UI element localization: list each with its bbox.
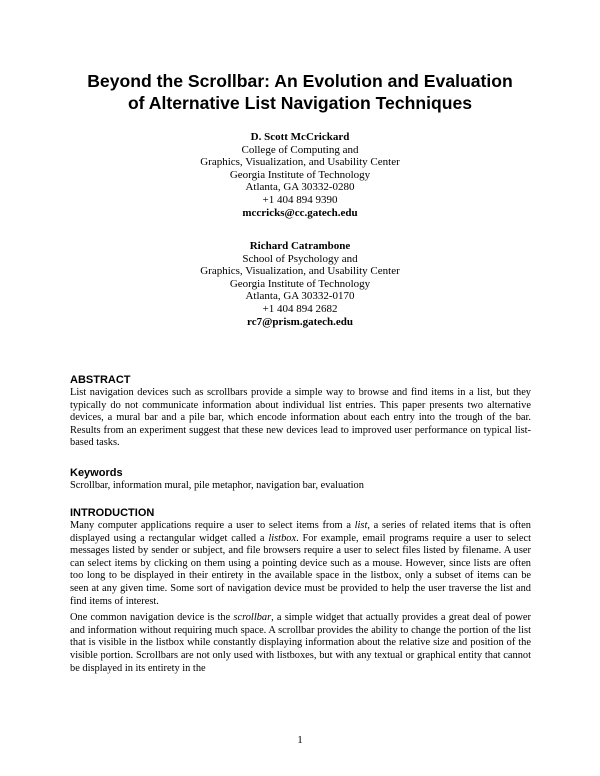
abstract-section [70,373,531,450]
text-run: . For example, email programs require a user to select messages listed by sender or subject, and file browsers require a user to select files listed by filename. A user can select items by clicking on them using a pointing device such as a mouse. However, since lists are often too long to be displayed in their entirety in the available space in the listbox, only a subset of items can be seen at any given time. Some sort of navigation device must be provided to help the user traverse the list and find items of interest. [70,532,531,607]
paper-title [40,70,560,114]
author-block-1 [100,131,500,219]
title-line-2: of Alternative List Navigation Techniques [127,93,473,113]
author-institution: Georgia Institute of Technology [229,168,371,181]
author-affiliation: Graphics, Visualization, and Usability Center [200,265,400,278]
author-affiliation: College of Computing and [241,143,359,156]
text-run: , a simple widget that actually provides a great deal of power and information without requiring much space. A scrollbar provides the ability to change the portion of the list that is visible in the listbox while constantly displaying information about the relative size and position of the visible portion. Scrollbars are not only used with listboxes, but with any textual or graphical entity that cannot be displayed in its entirety in the [70,612,531,674]
author-phone: +1 404 894 9390 [262,193,338,206]
abstract-text: List navigation devices such as scrollbars provide a simple way to browse and find items in a list, but they typically do not communicate information about individual list entries. This paper presents two alternative devices, a mural bar and a pile bar, which encode information about each entry into the trough of the bar. Results from an experiment suggest that these new devices lead to improved user performance on typical list-based tasks. [70,387,531,449]
introduction-paragraph-2 [70,612,531,675]
introduction-paragraph-1 [70,520,531,608]
italic-term: listbox [268,532,297,544]
introduction-heading: INTRODUCTION [70,507,155,519]
italic-term: scrollbar [233,612,272,624]
author-affiliation: School of Psychology and [242,252,358,265]
author-institution: Georgia Institute of Technology [229,277,371,290]
keywords-section [70,466,531,493]
author-phone: +1 404 894 2682 [262,302,338,315]
keywords-heading: Keywords [70,467,123,479]
text-run: One common navigation device is the [70,612,234,624]
keywords-text: Scrollbar, information mural, pile metaphor, navigation bar, evaluation [70,480,364,491]
page-number: 1 [297,734,303,746]
abstract-heading: ABSTRACT [70,374,131,386]
author-address: Atlanta, GA 30332-0280 [245,181,355,194]
text-run: , a series of related items that is often displayed using a rectangular widget called a [70,520,531,544]
author-name: D. Scott McCrickard [250,131,350,143]
text-run: Many computer applications require a user to select items from a [70,520,355,531]
author-name: Richard Catrambone [249,240,351,252]
author-address: Atlanta, GA 30332-0170 [245,290,355,303]
author-affiliation: Graphics, Visualization, and Usability Center [200,156,400,169]
introduction-section [70,506,531,675]
author-email: mccricks@cc.gatech.edu [242,206,358,219]
italic-term: list [354,520,368,531]
author-block-2 [100,240,500,328]
author-email: rc7@prism.gatech.edu [247,315,353,328]
title-line-1: Beyond the Scrollbar: An Evolution and Evaluation [87,71,513,91]
